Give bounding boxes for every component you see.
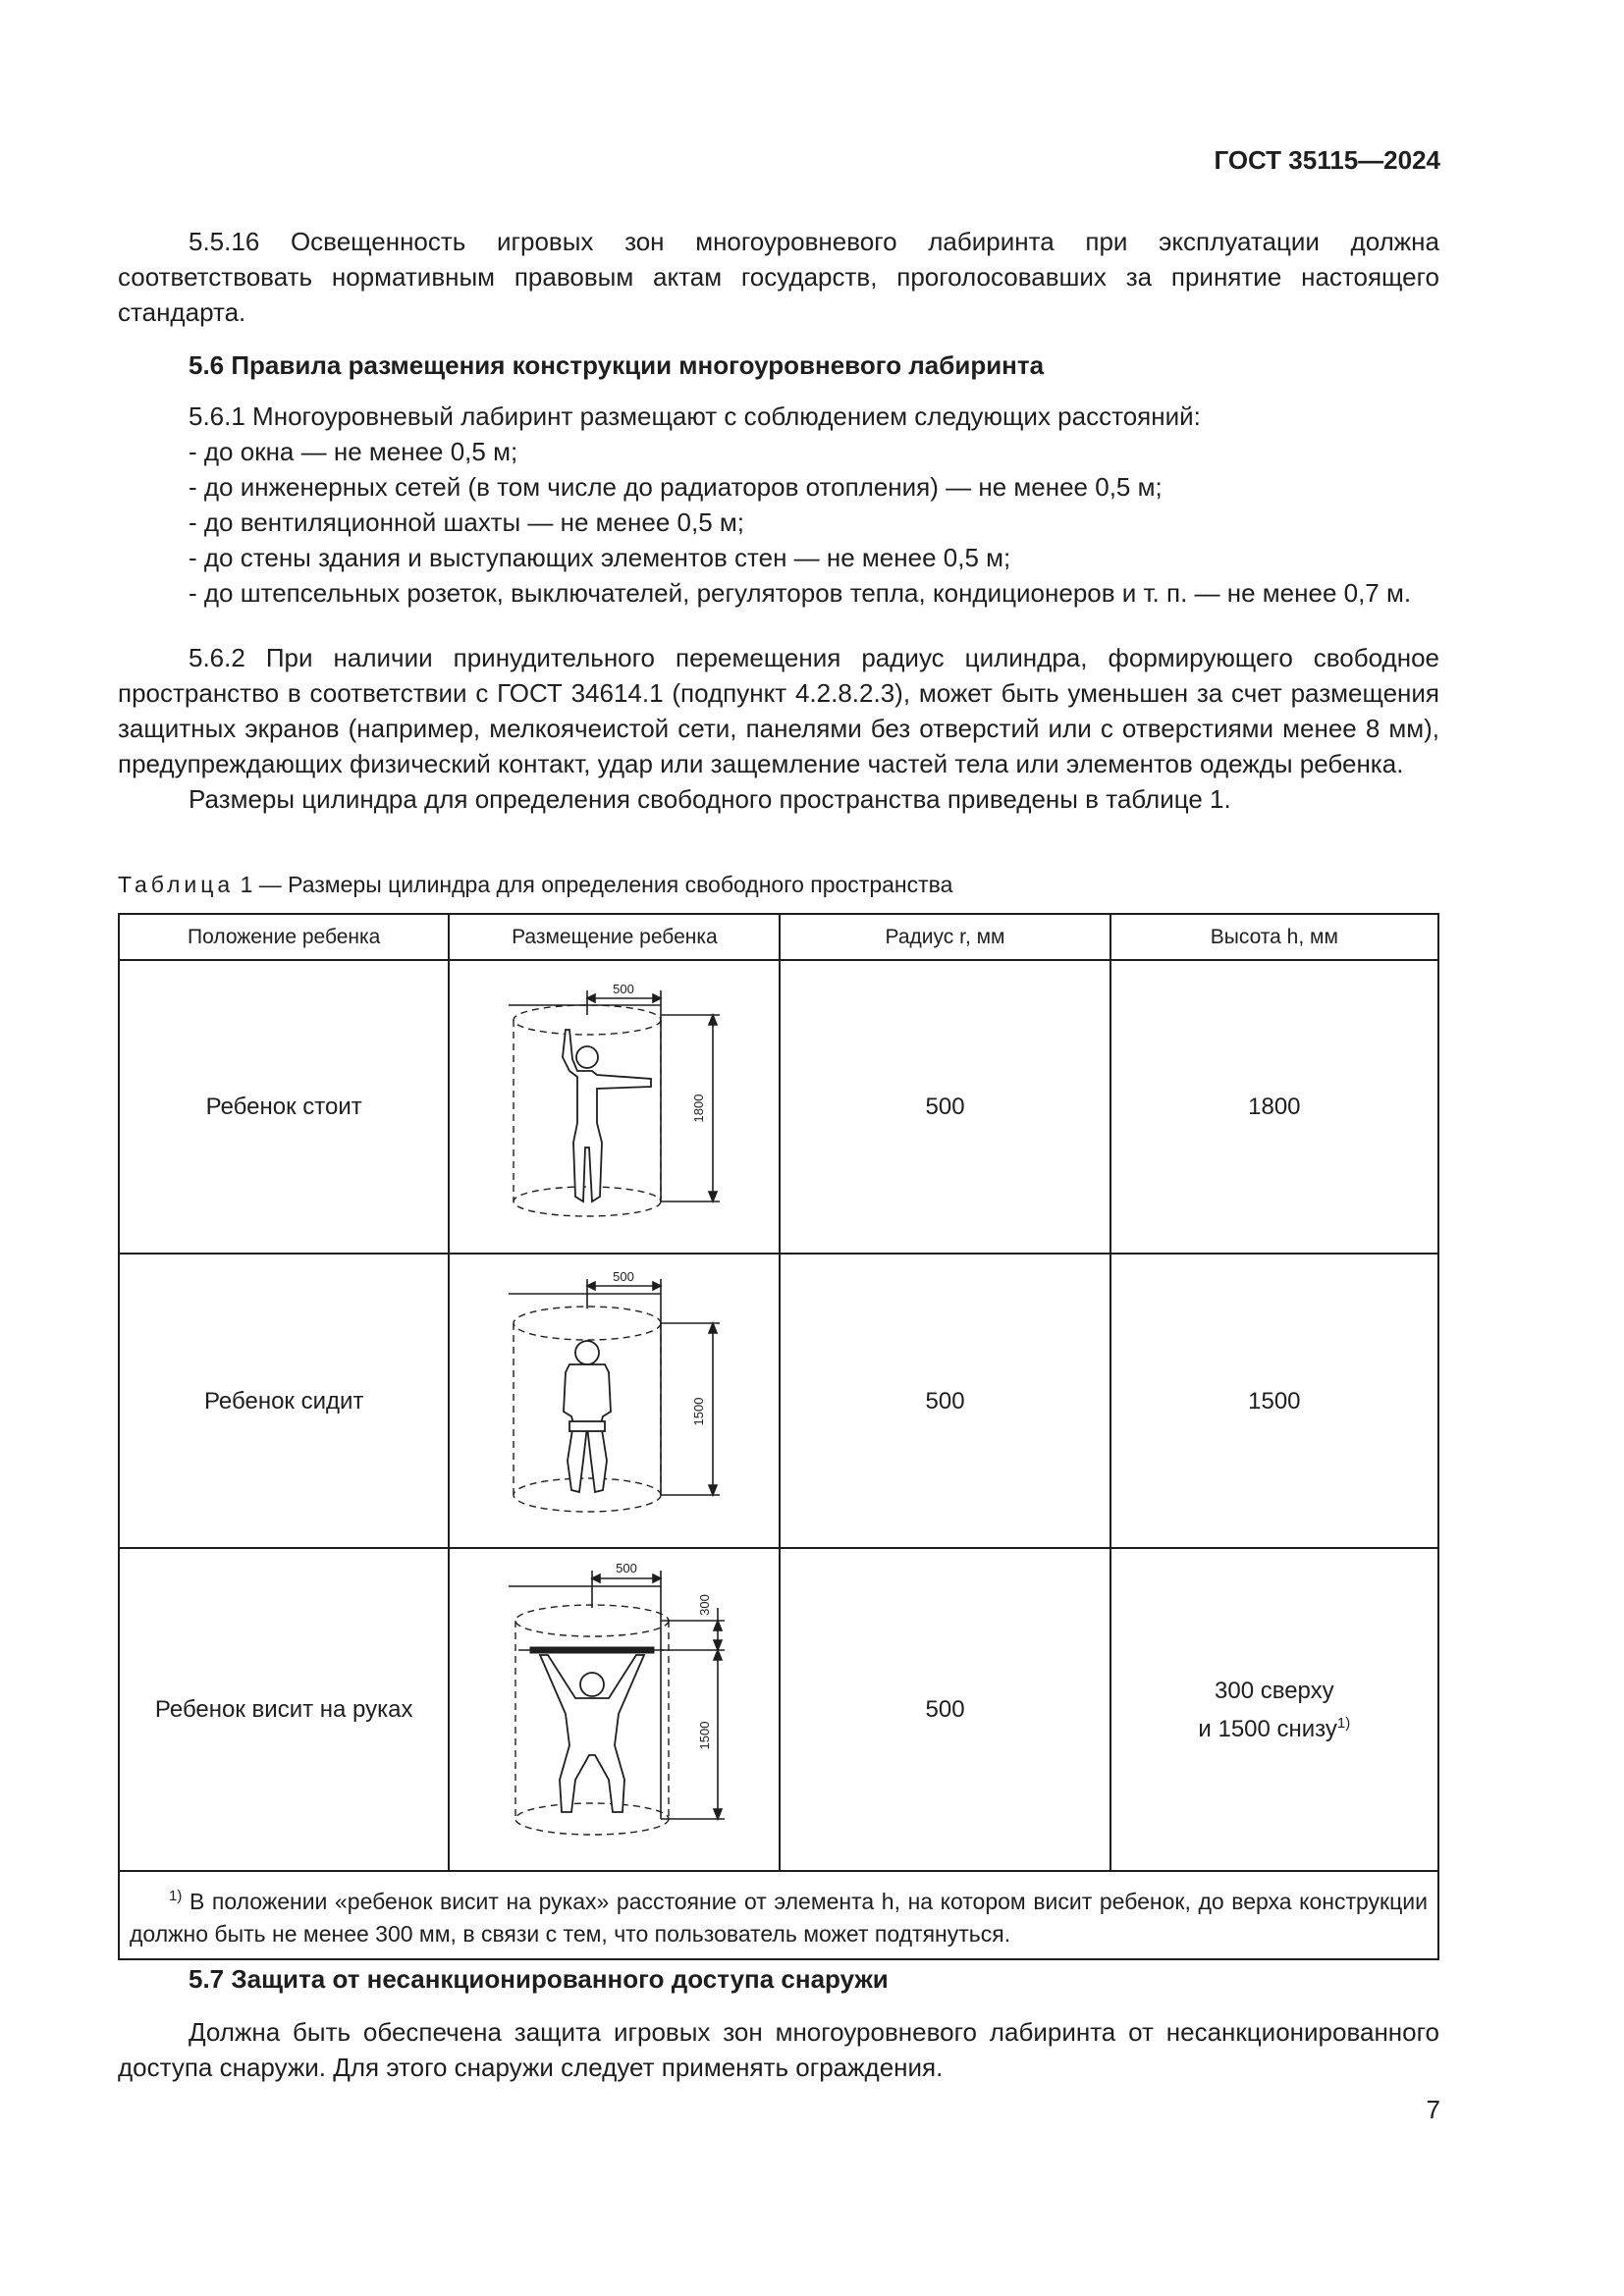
section-5-6-1 — [118, 399, 1439, 611]
table-row — [119, 1548, 1438, 1871]
cell-radius: 500 — [780, 1254, 1110, 1548]
section-5-7-heading — [118, 1961, 1439, 1997]
standing-child-cylinder-figure — [450, 961, 779, 1246]
dim-top-label: 300 — [697, 1594, 713, 1616]
dim-radius-label: 500 — [616, 1561, 638, 1575]
paragraph-5-7: Должна быть обеспечена защита игровых зон многоуровневого лабиринта от несанкционированного доступа снаружи. Для этого снаружи следует применять ограждения. — [118, 2017, 1439, 2082]
sitting-child-cylinder-figure — [450, 1255, 779, 1540]
cell-figure-standing — [449, 960, 780, 1254]
section-5-5-16 — [118, 224, 1439, 330]
table-caption — [118, 872, 952, 898]
footnote-text: В положении «ребенок висит на руках» расстояние от элемента h, на котором висит ребенок, до верха конструкции должно быть не менее 300 мм, в связи с тем, что пользователь может подтянуться. — [130, 1889, 1428, 1947]
page-number: 7 — [1426, 2095, 1440, 2124]
dim-height-label: 1800 — [691, 1094, 707, 1123]
cell-position: Ребенок висит на руках — [119, 1548, 449, 1871]
hanging-child-cylinder-figure — [450, 1549, 779, 1863]
dim-radius-label: 500 — [613, 982, 635, 996]
table-row — [119, 960, 1438, 1254]
cell-height — [1110, 1548, 1438, 1871]
cell-radius: 500 — [780, 960, 1110, 1254]
section-5-7 — [118, 2014, 1439, 2085]
table-header-row — [119, 914, 1438, 960]
cell-position: Ребенок сидит — [119, 1254, 449, 1548]
list-item: - до инженерных сетей (в том числе до радиаторов отопления) — не менее 0,5 м; — [189, 472, 1163, 502]
dim-radius-label: 500 — [613, 1269, 635, 1284]
cell-figure-sitting — [449, 1254, 780, 1548]
table-row — [119, 1254, 1438, 1548]
section-5-6 — [118, 347, 1439, 383]
paragraph-5-6-2: 5.6.2 При наличии принудительного перемещения радиус цилиндра, формирующего свободное пространство в соответствии с ГОСТ 34614.1 (подпункт 4.2.8.2.3), может быть уменьшен за счет размещения защитных экранов (например, мелкоячеистой сети, панелями без отверстий или с отверстиями менее 8 мм), предупреждающих физический контакт, удар или защемление частей тела или элементов одежды ребенка. — [118, 643, 1439, 778]
list-item: - до штепсельных розеток, выключателей, регуляторов тепла, кондиционеров и т. п. — не менее 0,7 м. — [189, 578, 1412, 608]
cell-height: 1500 — [1110, 1254, 1438, 1548]
table-caption-text: 1 — Размеры цилиндра для определения свободного пространства — [234, 872, 953, 897]
list-item: - до окна — не менее 0,5 м; — [189, 437, 518, 466]
section-5-6-2 — [118, 640, 1439, 817]
heading-5-6: 5.6 Правила размещения конструкции многоуровневого лабиринта — [189, 350, 1045, 380]
cell-position: Ребенок стоит — [119, 960, 449, 1254]
cell-height-line2: и 1500 снизу — [1198, 1715, 1337, 1742]
table-footnote — [119, 1871, 1438, 1959]
dim-height-label: 1500 — [691, 1397, 707, 1426]
paragraph-5-5-16: 5.5.16 Освещенность игровых зон многоуровневого лабиринта при эксплуатации должна соответствовать нормативным правовым актам государств, проголосовавших за принятие настоящего стандарта. — [118, 227, 1439, 327]
table-footnote-row — [119, 1871, 1438, 1959]
paragraph-5-6-1: 5.6.1 Многоуровневый лабиринт размещают с соблюдением следующих расстояний: — [189, 401, 1201, 431]
header-radius: Радиус r, мм — [780, 914, 1110, 960]
list-item: - до стены здания и выступающих элементов стен — не менее 0,5 м; — [189, 543, 1011, 572]
header-placement: Размещение ребенка — [449, 914, 780, 960]
footnote-ref: 1) — [1336, 1714, 1351, 1732]
standard-header: ГОСТ 35115—2024 — [1214, 145, 1440, 175]
header-position: Положение ребенка — [119, 914, 449, 960]
table-caption-label: Таблица — [118, 872, 235, 897]
cell-height-line1: 300 сверху — [1215, 1677, 1334, 1704]
heading-5-7: 5.7 Защита от несанкционированного доступа снаружи — [189, 1964, 889, 1994]
dim-height-label: 1500 — [697, 1721, 713, 1750]
table-cylinder-dimensions — [118, 913, 1439, 1960]
cell-figure-hanging — [449, 1548, 780, 1871]
header-height: Высота h, мм — [1110, 914, 1438, 960]
paragraph-table-reference: Размеры цилиндра для определения свободного пространства приведены в таблице 1. — [189, 784, 1231, 814]
cell-radius: 500 — [780, 1548, 1110, 1871]
footnote-mark: 1) — [169, 1888, 183, 1904]
cell-height: 1800 — [1110, 960, 1438, 1254]
list-item: - до вентиляционной шахты — не менее 0,5 м; — [189, 507, 744, 537]
